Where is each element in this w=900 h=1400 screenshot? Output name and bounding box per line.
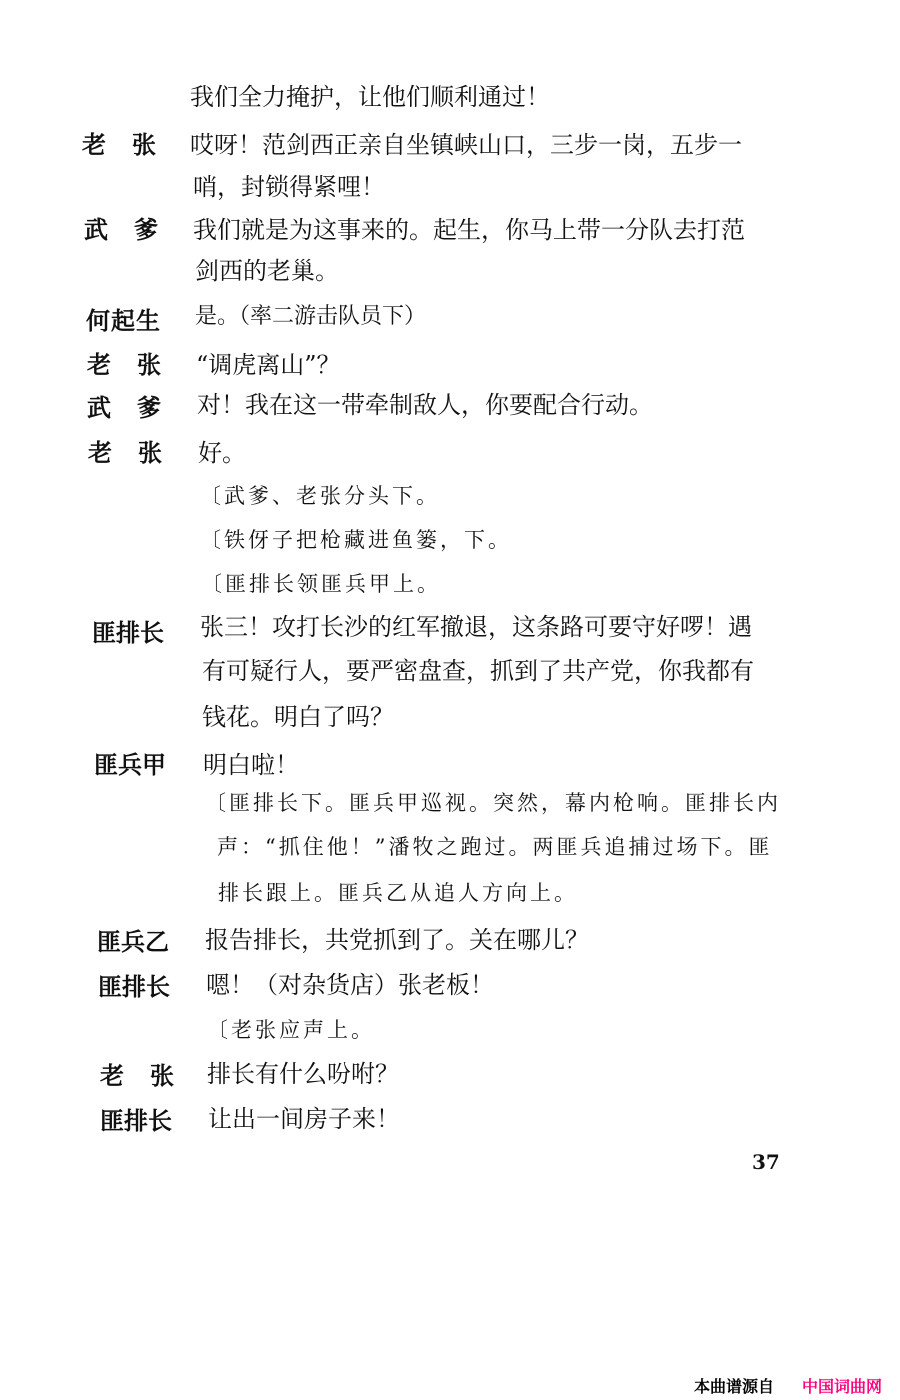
dialogue-line: 让出一间房子来！ [208, 1105, 400, 1133]
speaker: 武爹 [84, 216, 184, 244]
dialogue-line: 哨，封锁得紧哩！ [193, 173, 385, 201]
stage-direction: 〔铁伢子把枪藏进鱼篓，下。 [200, 528, 512, 552]
source-label: 本曲谱源自 [694, 1377, 775, 1396]
dialogue-line: 对！我在这一带牵制敌人，你要配合行动。 [197, 391, 653, 419]
dialogue-line: 报告排长，共党抓到了。关在哪儿？ [205, 926, 589, 954]
dialogue-line: 是。（率二游击队员下） [195, 304, 427, 329]
site-name-link[interactable]: 中国词曲网 [802, 1377, 883, 1396]
stage-direction: 〔匪排长下。匪兵甲巡视。突然，幕内枪响。匪排长内 [205, 791, 781, 815]
dialogue-line: 哎呀！范剑西正亲自坐镇峡山口，三步一岗，五步一 [190, 131, 742, 159]
dialogue-line: 剑西的老巢。 [195, 257, 339, 285]
stage-direction: 排长跟上。匪兵乙从追人方向上。 [218, 881, 578, 905]
stage-direction: 〔老张应声上。 [207, 1018, 375, 1042]
speaker: 何起生 [86, 307, 161, 335]
dialogue-line: 好。 [198, 439, 246, 467]
speaker: 老张 [82, 131, 182, 159]
dialogue-line: 钱花。明白了吗？ [202, 703, 394, 731]
dialogue-line: 张三！攻打长沙的红军撤退，这条路可要守好啰！遇 [200, 613, 752, 641]
page-number: 37 [752, 1150, 780, 1174]
speaker: 武爹 [87, 394, 187, 422]
dialogue-line: 嗯！（对杂货店）张老板！ [206, 971, 494, 999]
dialogue-line: “调虎离山”？ [196, 351, 341, 379]
speaker: 老张 [87, 351, 187, 379]
speaker: 匪兵乙 [97, 928, 169, 956]
dialogue-line: 我们就是为这事来的。起生，你马上带一分队去打范 [193, 216, 745, 244]
stage-direction: 〔武爹、老张分头下。 [200, 484, 440, 508]
speaker: 匪排长 [92, 619, 164, 647]
dialogue-line: 明白啦！ [203, 751, 299, 779]
dialogue-line: 有可疑行人，要严密盘查，抓到了共产党，你我都有 [202, 657, 754, 685]
speaker: 匪兵甲 [94, 751, 166, 779]
speaker: 匪排长 [98, 973, 170, 1001]
speaker: 老张 [88, 439, 188, 467]
stage-direction: 〔匪排长领匪兵甲上。 [201, 572, 441, 596]
stage-direction: 声：“抓住他！”潘牧之跑过。两匪兵追捕过场下。匪 [217, 835, 773, 859]
dialogue-line: 我们全力掩护，让他们顺利通过！ [190, 83, 550, 111]
dialogue-line: 排长有什么吩咐？ [207, 1060, 399, 1088]
speaker: 老张 [100, 1062, 200, 1090]
speaker: 匪排长 [100, 1107, 172, 1135]
